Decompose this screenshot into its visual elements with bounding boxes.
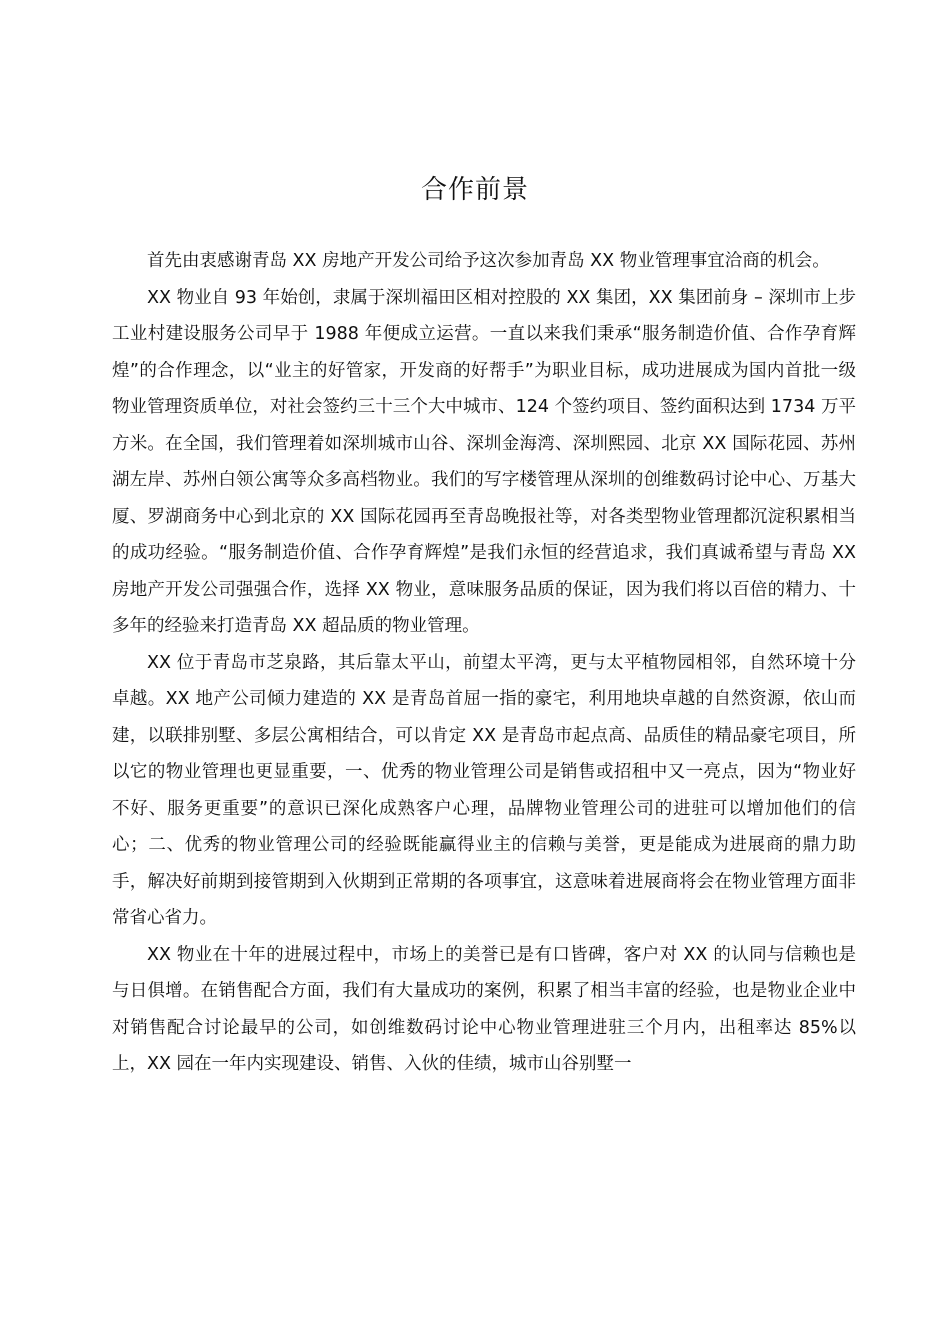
document-title: 合作前景	[420, 175, 529, 206]
paragraph-company-history: XX 物业自 93 年始创，隶属于深圳福田区相对控股的 XX 集团，XX 集团前身 – 深圳市上步工业村建设服务公司早于 1988 年便成立运营。一直以来我们秉承“服务制造价值、合作孕育辉煌”的合作理念，以“业主的好管家，开发商的好帮手”为职业目标，成功进展成为国内首批一级物业管理资质单位，对社会签约三十三个大中城市、124 个签约项目、签约面积达到 1734 万平方米。在全国，我们管理着如深圳城市山谷、深圳金海湾、深圳熙园、北京 XX 国际花园、苏州湖左岸、苏州白领公寓等众多高档物业。我们的写字楼管理从深圳的创维数码讨论中心、万基大厦、罗湖商务中心到北京的 XX 国际花园再至青岛晚报社等，对各类型物业管理都沉淀积累相当的成功经验。“服务制造价值、合作孕育辉煌”是我们永恒的经营追求，我们真诚希望与青岛 XX 房地产开发公司强强合作，选择 XX 物业，意味服务品质的保证，因为我们将以百倍的精力、十多年的经验来打造青岛 XX 超品质的物业管理。	[112, 287, 856, 636]
paragraph-project-location: XX 位于青岛市芝泉路，其后靠太平山，前望太平湾，更与太平植物园相邻，自然环境十分卓越。XX 地产公司倾力建造的 XX 是青岛首屈一指的豪宅，利用地块卓越的自然资源，依山而建，以联排别墅、多层公寓相结合，可以肯定 XX 是青岛市起点高、品质佳的精品豪宅项目，所以它的物业管理也更显重要，一、优秀的物业管理公司是销售或招租中又一亮点，因为“物业好不好、服务更重要”的意识已深化成熟客户心理，品牌物业管理公司的进驻可以增加他们的信心；二、优秀的物业管理公司的经验既能赢得业主的信赖与美誉，更是能成为进展商的鼎力助手，解决好前期到接管期到入伙期到正常期的各项事宜，这意味着进展商将会在物业管理方面非常省心省力。	[112, 652, 856, 928]
paragraph-intro: 首先由衷感谢青岛 XX 房地产开发公司给予这次参加青岛 XX 物业管理事宜洽商的机会。	[147, 251, 830, 271]
paragraph-sales-cooperation: XX 物业在十年的进展过程中，市场上的美誉已是有口皆碑，客户对 XX 的认同与信赖也是与日俱增。在销售配合方面，我们有大量成功的案例，积累了相当丰富的经验，也是物业企业中对销售配合讨论最早的公司，如创维数码讨论中心物业管理进驻三个月内，出租率达 85%以上，XX 园在一年内实现建设、销售、入伙的佳绩，城市山谷别墅一	[112, 944, 856, 1074]
document-body	[112, 243, 856, 1083]
